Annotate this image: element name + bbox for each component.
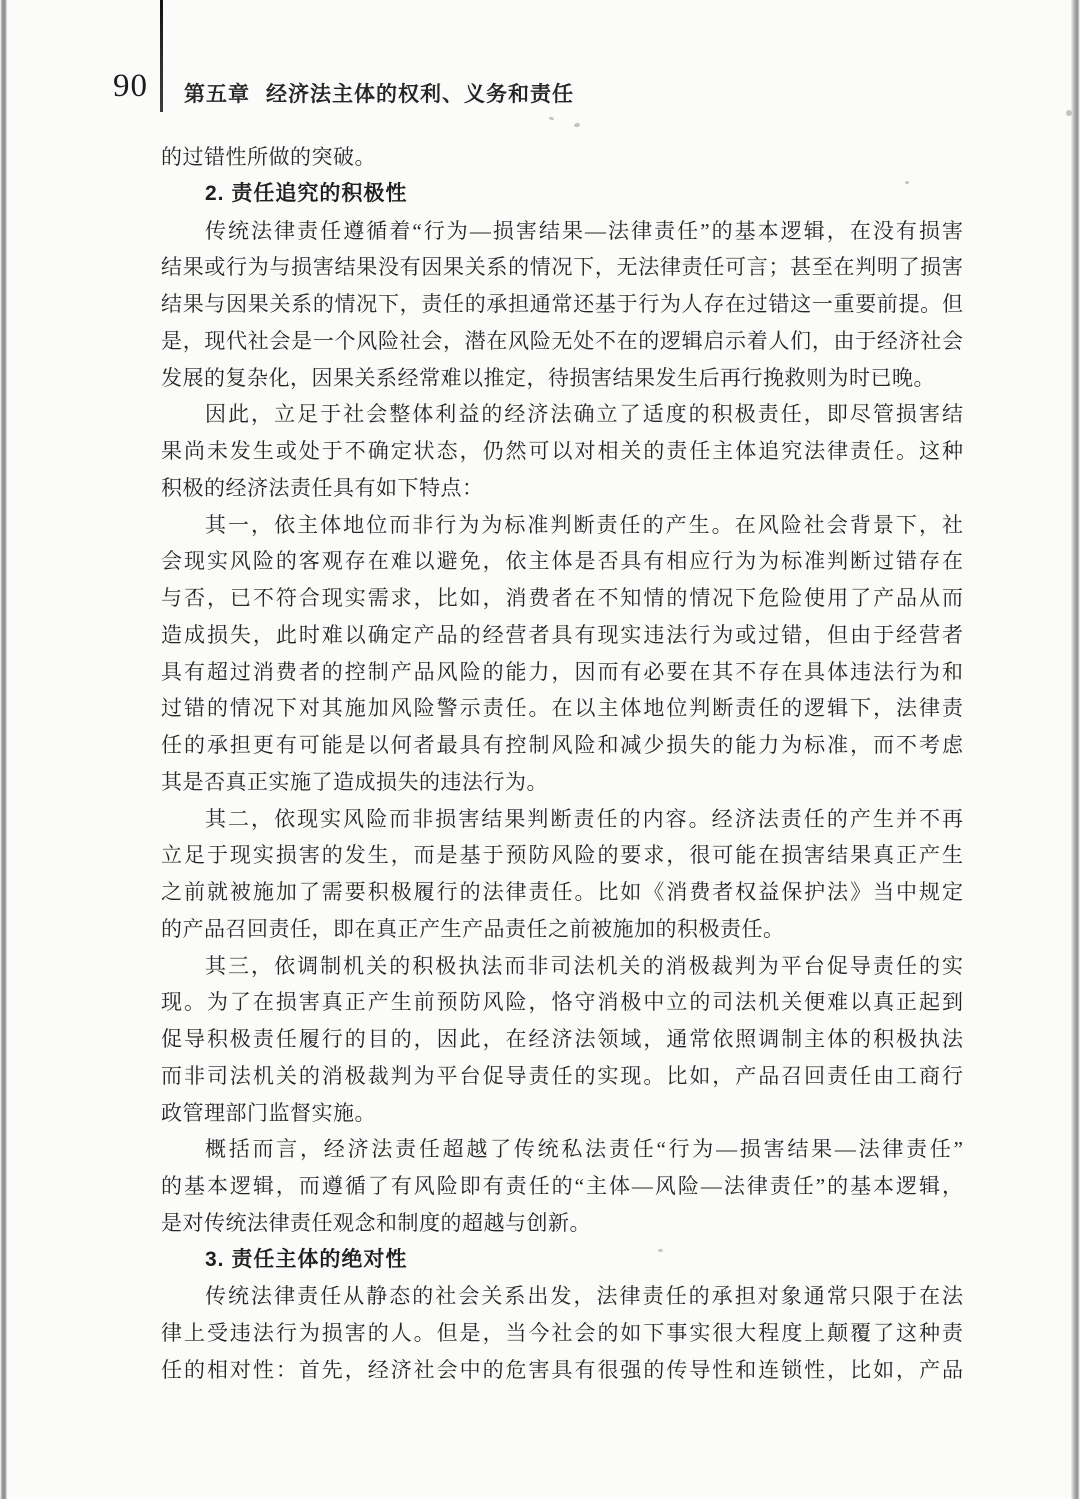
body-line: 之前就被施加了需要积极履行的法律责任。比如《消费者权益保护法》当中规定 — [161, 880, 963, 904]
scan-speck — [905, 181, 909, 184]
body-line: 现。为了在损害真正产生前预防风险，恪守消极中立的司法机关便难以真正起到 — [161, 990, 963, 1015]
section-heading-line: 2. 责任追究的积极性 — [205, 181, 408, 205]
scan-speck — [574, 122, 581, 127]
body-line: 会现实风险的客观存在难以避免，依主体是否具有相应行为为标准判断过错存在 — [161, 549, 963, 574]
body-line: 因此，立足于社会整体利益的经济法确立了适度的积极责任，即尽管损害结 — [205, 402, 963, 427]
body-line: 结果或行为与损害结果没有因果关系的情况下，无法律责任可言；甚至在判明了损害 — [161, 255, 963, 280]
left-scan-edge — [0, 0, 7, 1499]
body-line: 造成损失，此时难以确定产品的经营者具有现实违法行为或过错，但由于经营者 — [161, 622, 963, 647]
body-line: 与否，已不符合现实需求，比如，消费者在不知情的情况下危险使用了产品从而 — [161, 586, 963, 610]
body-line: 发展的复杂化，因果关系经常难以推定，待损害结果发生后再行挽救则为时已晚。 — [161, 365, 935, 390]
page-number: 90 — [113, 68, 148, 104]
body-line: 概括而言，经济法责任超越了传统私法责任“行为—损害结果—法律责任” — [205, 1137, 963, 1162]
body-line: 立足于现实损害的发生，而是基于预防风险的要求，很可能在损害结果真正产生 — [161, 843, 963, 868]
body-line: 的过错性所做的突破。 — [161, 145, 376, 169]
body-line: 其二，依现实风险而非损害结果判断责任的内容。经济法责任的产生并不再 — [205, 806, 963, 831]
body-line: 其是否真正实施了造成损失的违法行为。 — [161, 769, 548, 794]
body-line: 的产品召回责任，即在真正产生产品责任之前被施加的积极责任。 — [161, 916, 785, 941]
scan-speck — [549, 116, 555, 121]
body-line: 其三，依调制机关的积极执法而非司法机关的消极裁判为平台促导责任的实 — [205, 953, 963, 978]
body-line: 任的相对性：首先，经济社会中的危害具有很强的传导性和连锁性，比如，产品 — [161, 1357, 963, 1382]
chapter-label: 第五章 — [184, 83, 250, 106]
chapter-title: 经济法主体的权利、义务和责任 — [266, 83, 574, 106]
body-line: 而非司法机关的消极裁判为平台促导责任的实现。比如，产品召回责任由工商行 — [161, 1063, 963, 1088]
body-line: 促导积极责任履行的目的，因此，在经济法领域，通常依照调制主体的积极执法 — [161, 1027, 963, 1051]
body-line: 律上受违法行为损害的人。但是，当今社会的如下事实很大程度上颠覆了这种责 — [161, 1321, 963, 1345]
body-text — [161, 139, 963, 1389]
body-line: 传统法律责任从静态的社会关系出发，法律责任的承担对象通常只限于在法 — [205, 1284, 963, 1309]
right-scan-edge — [1071, 0, 1080, 1499]
body-line: 传统法律责任遵循着“行为—损害结果—法律责任”的基本逻辑，在没有损害 — [205, 218, 963, 243]
body-line: 过错的情况下对其施加风险警示责任。在以主体地位判断责任的逻辑下，法律责 — [161, 696, 963, 721]
body-line: 结果与因果关系的情况下，责任的承担通常还基于行为人存在过错这一重要前提。但 — [161, 292, 963, 316]
body-line: 任的承担更有可能是以何者最具有控制风险和减少损失的能力为标准，而不考虑 — [161, 733, 963, 757]
body-line: 是，现代社会是一个风险社会，潜在风险无处不在的逻辑启示着人们，由于经济社会 — [161, 328, 963, 353]
body-line: 果尚未发生或处于不确定状态，仍然可以对相关的责任主体追究法律责任。这种 — [161, 439, 963, 463]
body-line: 其一，依主体地位而非行为为标准判断责任的产生。在风险社会背景下，社 — [205, 512, 963, 537]
section-heading-line: 3. 责任主体的绝对性 — [205, 1247, 408, 1271]
body-line: 政管理部门监督实施。 — [161, 1100, 376, 1125]
body-line: 是对传统法律责任观念和制度的超越与创新。 — [161, 1210, 591, 1235]
scan-speck — [658, 1249, 663, 1252]
header-divider-rule — [160, 0, 163, 112]
scan-speck — [1066, 110, 1072, 116]
chapter-header — [184, 78, 944, 108]
body-line: 积极的经济法责任具有如下特点： — [161, 475, 484, 500]
body-line: 具有超过消费者的控制产品风险的能力，因而有必要在其不存在具体违法行为和 — [161, 659, 963, 684]
body-line: 的基本逻辑，而遵循了有风险即有责任的“主体—风险—法律责任”的基本逻辑， — [161, 1174, 963, 1198]
